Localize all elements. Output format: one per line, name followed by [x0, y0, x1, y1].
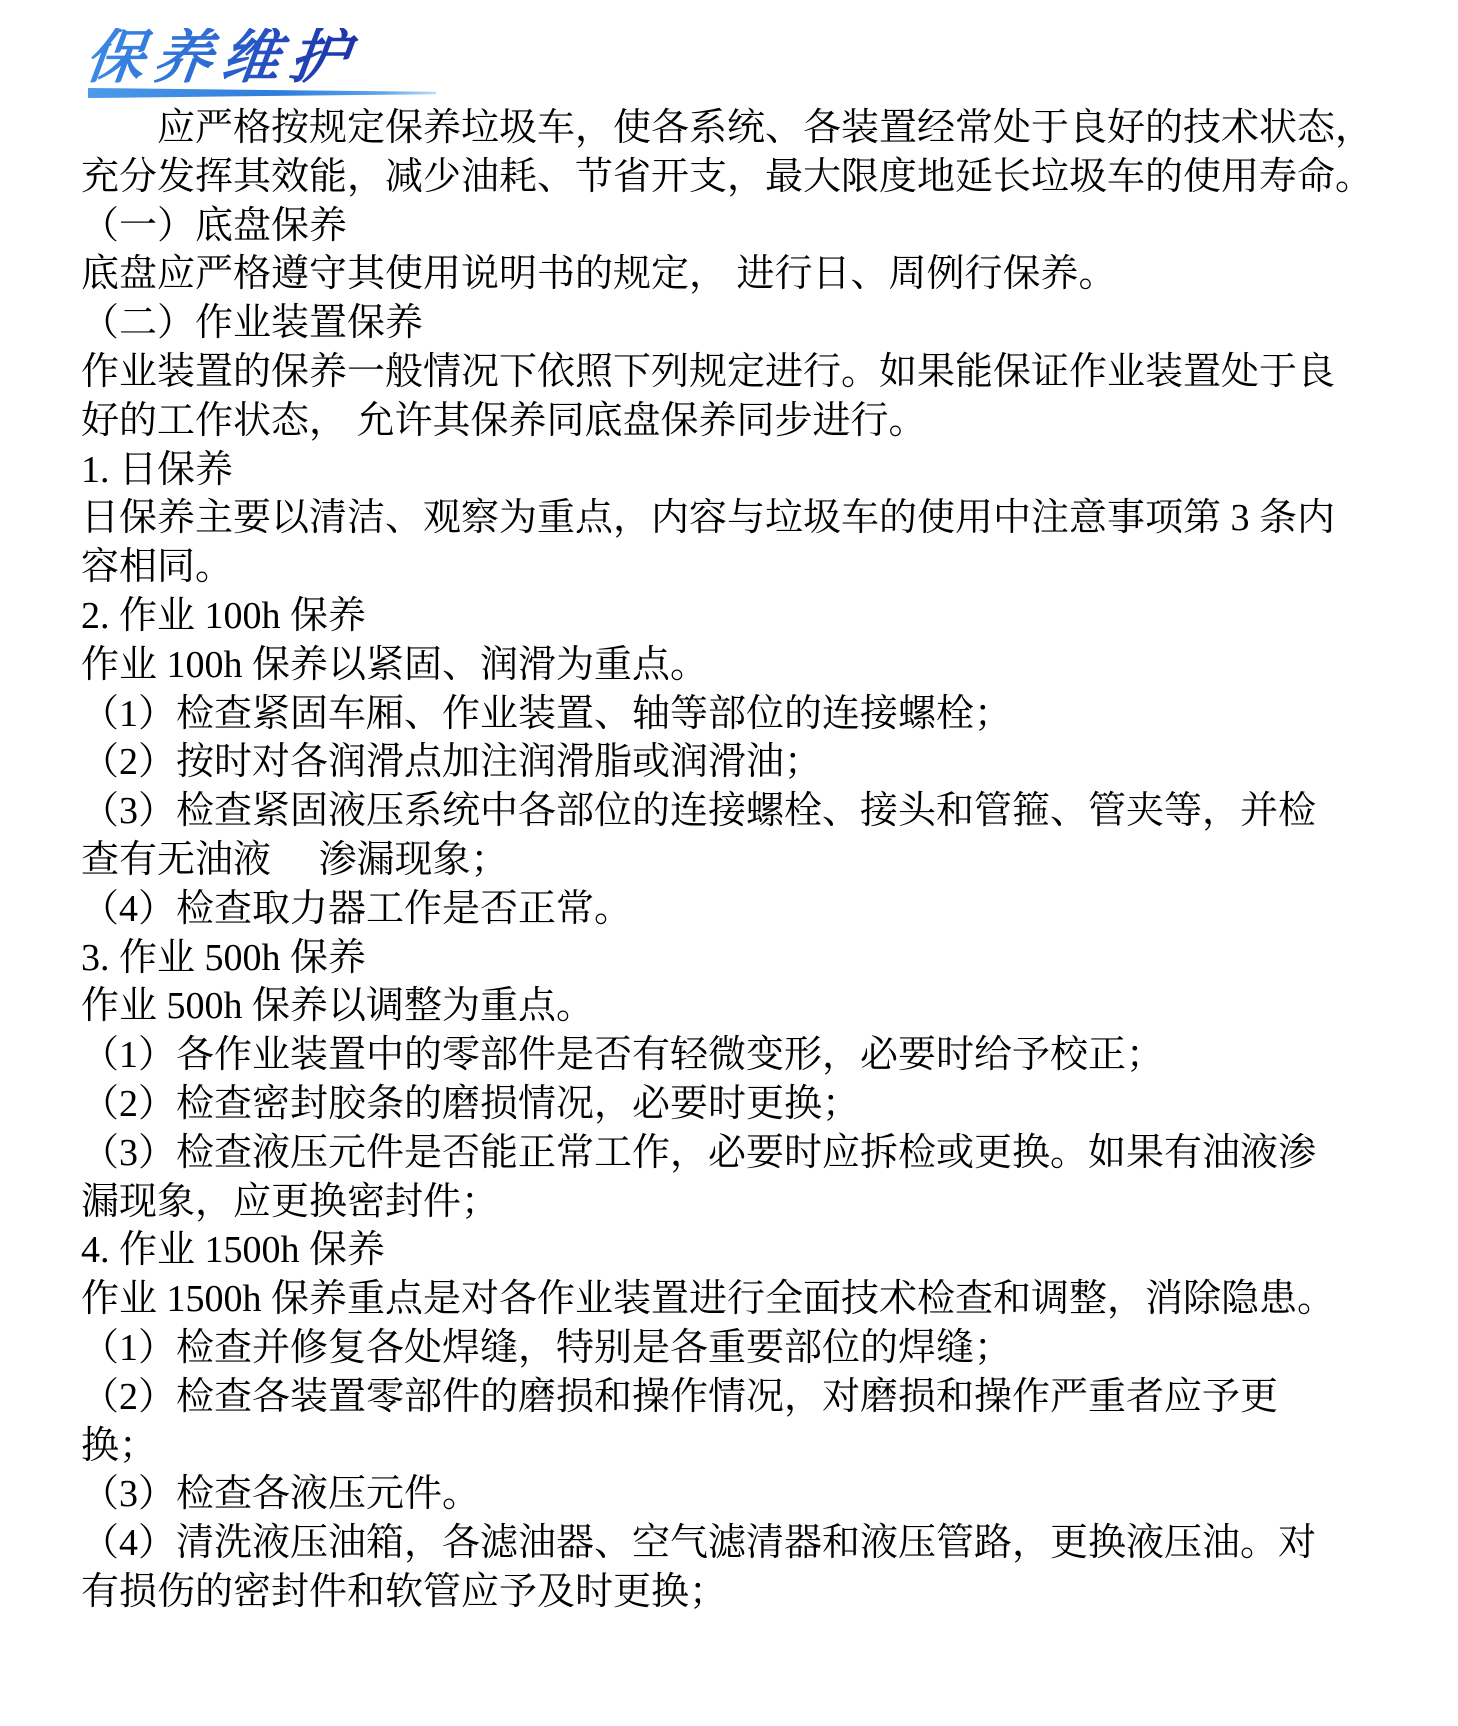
text-line: 查有无油液 渗漏现象； — [81, 838, 509, 881]
text-line: 漏现象，应更换密封件； — [81, 1180, 500, 1223]
document-body — [81, 104, 1383, 1617]
text-line: （3）检查紧固液压系统中各部位的连接螺栓、接头和管箍、管夹等，并检 — [81, 790, 1317, 833]
text-line: （一）底盘保养 — [81, 204, 348, 247]
text-line: （3）检查液压元件是否能正常工作，必要时应拆检或更换。如果有油液渗 — [81, 1131, 1317, 1174]
text-line: 应严格按规定保养垃圾车，使各系统、各装置经常处于良好的技术状态， — [81, 107, 1374, 149]
text-line: （3）检查各液压元件。 — [81, 1473, 481, 1516]
text-line: 2. 作业 100h 保养 — [81, 594, 367, 637]
text-line: （4）检查取力器工作是否正常。 — [81, 887, 633, 930]
text-line: （1）检查紧固车厢、作业装置、轴等部位的连接螺栓； — [81, 692, 1013, 735]
text-line: 3. 作业 500h 保养 — [81, 936, 367, 979]
text-line: （1）检查并修复各处焊缝，特别是各重要部位的焊缝； — [81, 1326, 1013, 1369]
page-title-block — [82, 25, 363, 90]
text-line: 容相同。 — [81, 546, 234, 589]
text-line: 作业 1500h 保养重点是对各作业装置进行全面技术检查和调整，消除隐患。 — [81, 1278, 1336, 1321]
text-line: （2）按时对各润滑点加注润滑脂或润滑油； — [81, 741, 823, 784]
text-line: （二）作业装置保养 — [81, 302, 424, 345]
text-line: 换； — [81, 1424, 158, 1467]
text-line: （2）检查密封胶条的磨损情况，必要时更换； — [81, 1082, 861, 1125]
text-line: 1. 日保养 — [81, 448, 234, 491]
text-line: 充分发挥其效能，减少油耗、节省开支，最大限度地延长垃圾车的使用寿命。 — [81, 155, 1374, 198]
text-line: 作业 100h 保养以紧固、润滑为重点。 — [81, 643, 709, 686]
text-line: 作业 500h 保养以调整为重点。 — [81, 985, 595, 1028]
page-title: 保养维护 — [82, 25, 363, 90]
text-line: 有损伤的密封件和软管应予及时更换； — [81, 1570, 728, 1613]
text-line: （4）清洗液压油箱，各滤油器、空气滤清器和液压管路，更换液压油。对 — [81, 1522, 1317, 1565]
text-line: 底盘应严格遵守其使用说明书的规定， 进行日、周例行保养。 — [81, 253, 1117, 296]
text-line: （2）检查各装置零部件的磨损和操作情况，对磨损和操作严重者应予更 — [81, 1375, 1279, 1418]
text-line: （1）各作业装置中的零部件是否有轻微变形，必要时给予校正； — [81, 1034, 1165, 1077]
text-line: 4. 作业 1500h 保养 — [81, 1229, 386, 1272]
text-line: 好的工作状态， 允许其保养同底盘保养同步进行。 — [81, 399, 927, 442]
text-line: 作业装置的保养一般情况下依照下列规定进行。如果能保证作业装置处于良 — [81, 350, 1336, 393]
text-line: 日保养主要以清洁、观察为重点，内容与垃圾车的使用中注意事项第 3 条内 — [81, 497, 1336, 540]
